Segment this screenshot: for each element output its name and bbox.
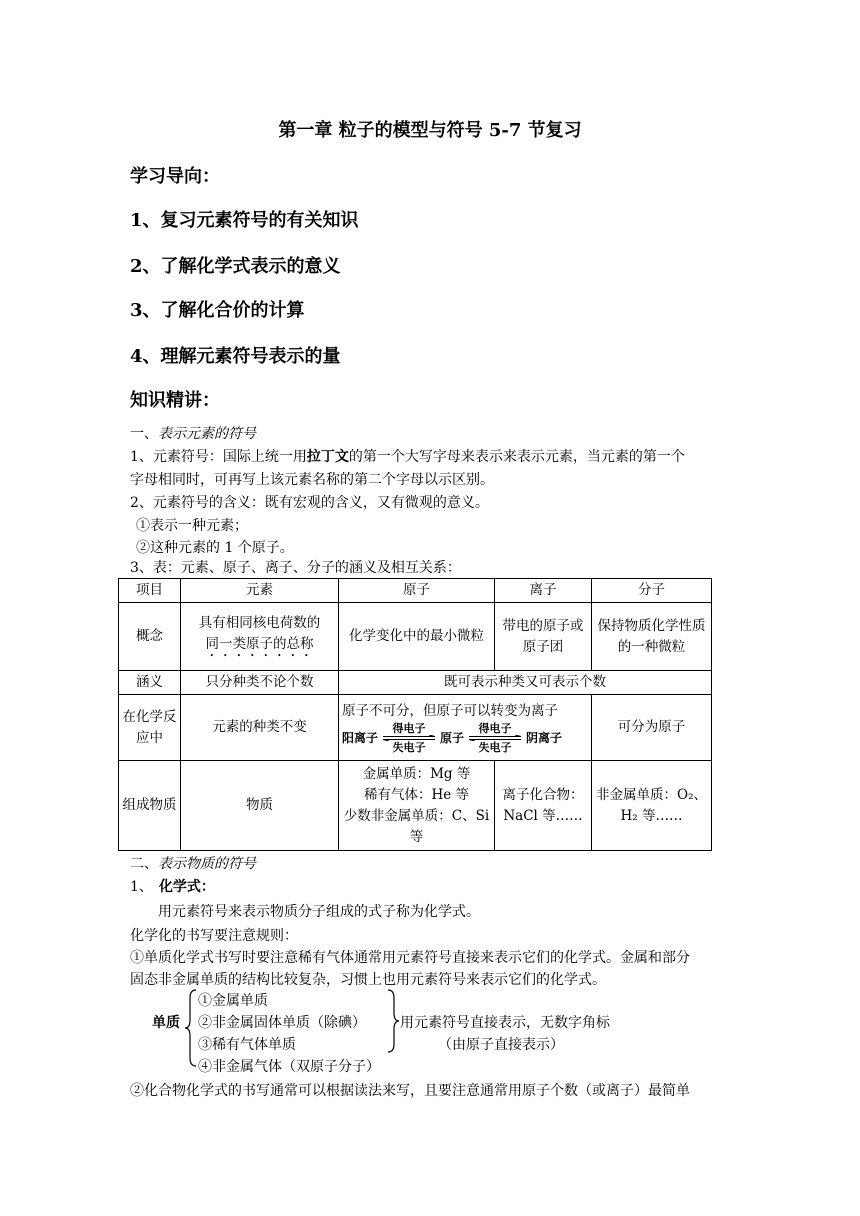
gain-label: 得电子 (392, 722, 426, 735)
table-cell: 元素的种类不变 (181, 695, 339, 761)
table-row (119, 671, 712, 695)
anion-label: 阴离子 (526, 730, 563, 745)
cation-label: 阳离子 (342, 730, 379, 745)
left-brace-icon (184, 988, 198, 1068)
reversible-arrow (467, 722, 523, 754)
table-row (119, 603, 712, 671)
bold-term: 拉丁文 (306, 449, 349, 465)
table-cell: 只分种类不论个数 (181, 671, 339, 695)
paragraph: 2、元素符号的含义：既有宏观的含义，又有微观的意义。 (130, 495, 489, 511)
guide-item: 2、了解化学式表示的意义 (130, 256, 341, 277)
section1-num: 一、 (130, 426, 158, 442)
row-label: 组成物质 (119, 761, 181, 851)
gain-label: 得电子 (478, 722, 512, 735)
text-run: 1、 (130, 879, 153, 895)
table-row (119, 695, 712, 761)
table-row (119, 761, 712, 851)
table-header: 分子 (592, 579, 712, 603)
right-brace-icon (386, 988, 400, 1054)
table-header: 元素 (181, 579, 339, 603)
table-header-row (119, 579, 712, 603)
cell-line: 金属单质：Mg 等 (362, 765, 471, 782)
guide-item: 1、复习元素符号的有关知识 (130, 210, 359, 231)
text-run: 的第一个大写字母来表示来表示元素，当元素的第一个 (348, 449, 685, 465)
cell-line: 原子不可分，但原子可以转变为离子 (342, 703, 558, 719)
table-header: 原子 (339, 579, 495, 603)
paragraph: 用元素符号来表示物质分子组成的式子称为化学式。 (158, 904, 480, 920)
paragraph: 化学化的书写要注意规则： (130, 928, 298, 944)
paragraph: ①表示一种元素； (136, 518, 248, 534)
guide-item: 4、理解元素符号表示的量 (130, 346, 341, 367)
table-cell: 化学变化中的最小微粒 (339, 603, 495, 671)
section2-heading (130, 853, 256, 873)
cell-line-emphasis: 同一类原子的总称 (205, 636, 314, 652)
table-header: 项目 (119, 579, 181, 603)
cell-line: 稀有气体：He 等 (363, 786, 470, 803)
subheading (130, 876, 215, 896)
paragraph: 3、表：元素、原子、离子、分子的涵义及相互关系： (130, 560, 461, 576)
table-cell: 既可表示种类又可表示个数 (339, 671, 712, 695)
table-cell: 保持物质化学性质的一种微粒 (592, 603, 712, 671)
row-label: 在化学反应中 (119, 695, 181, 761)
row-label: 涵义 (119, 671, 181, 695)
paragraph: ①单质化学式书写时要注意稀有气体通常用元素符号直接来表示它们的化学式。金属和部分 (130, 950, 690, 966)
table-cell: 非金属单质：O₂、H₂ 等…… (592, 761, 712, 851)
lose-label: 失电子 (392, 741, 426, 754)
brace-item: ③稀有气体单质 (198, 1037, 296, 1053)
section1-title: 表示元素的符号 (158, 426, 256, 442)
table-cell: 带电的原子或原子团 (495, 603, 592, 671)
table-cell: 可分为原子 (592, 695, 712, 761)
section2-title: 表示物质的符号 (158, 856, 256, 872)
bold-term: 化学式： (158, 879, 215, 895)
section2-num: 二、 (130, 856, 158, 872)
table-cell: 离子化合物：NaCl 等…… (495, 761, 592, 851)
ion-conversion-equation (342, 722, 562, 754)
paragraph (130, 446, 685, 466)
brace-label: 单质 (152, 1015, 180, 1031)
table-cell: 物质 (181, 761, 339, 851)
atom-label: 原子 (440, 730, 465, 745)
table-cell (181, 603, 339, 671)
page-title: 第一章 粒子的模型与符号 5-7 节复习 (278, 120, 582, 141)
brace-note: 用元素符号直接表示，无数字角标 (400, 1015, 610, 1031)
cell-line: 少数非金属单质：C、Si 等 (343, 807, 490, 845)
paragraph: ②这种元素的 1 个原子。 (136, 540, 294, 556)
double-arrow-icon (381, 735, 437, 741)
guide-item: 3、了解化合价的计算 (130, 300, 305, 321)
paragraph: 字母相同时，可再写上该元素名称的第二个字母以示区别。 (130, 472, 494, 488)
brace-item: ①金属单质 (198, 993, 268, 1009)
brace-item: ②非金属固体单质（除碘） (198, 1015, 366, 1031)
paragraph: ②化合物化学式的书写通常可以根据读法来写，且要注意通常用原子个数（或离子）最简单 (130, 1083, 690, 1099)
table-cell (339, 761, 495, 851)
section1-heading (130, 423, 256, 443)
table-header: 离子 (495, 579, 592, 603)
cell-line: 具有相同核电荷数的 (198, 615, 321, 631)
guide-heading: 学习导向： (130, 166, 220, 187)
comparison-table (118, 578, 712, 851)
knowledge-heading: 知识精讲： (130, 390, 220, 411)
brace-note: （由原子直接表示） (438, 1037, 564, 1053)
row-label: 概念 (119, 603, 181, 671)
lose-label: 失电子 (478, 741, 512, 754)
reversible-arrow (381, 722, 437, 754)
text-run: 1、元素符号：国际上统一用 (130, 449, 307, 465)
brace-item: ④非金属气体（双原子分子） (198, 1059, 380, 1075)
paragraph: 固态非金属单质的结构比较复杂，习惯上也用元素符号来表示它们的化学式。 (130, 972, 606, 988)
table-cell (339, 695, 592, 761)
double-arrow-icon (467, 735, 523, 741)
